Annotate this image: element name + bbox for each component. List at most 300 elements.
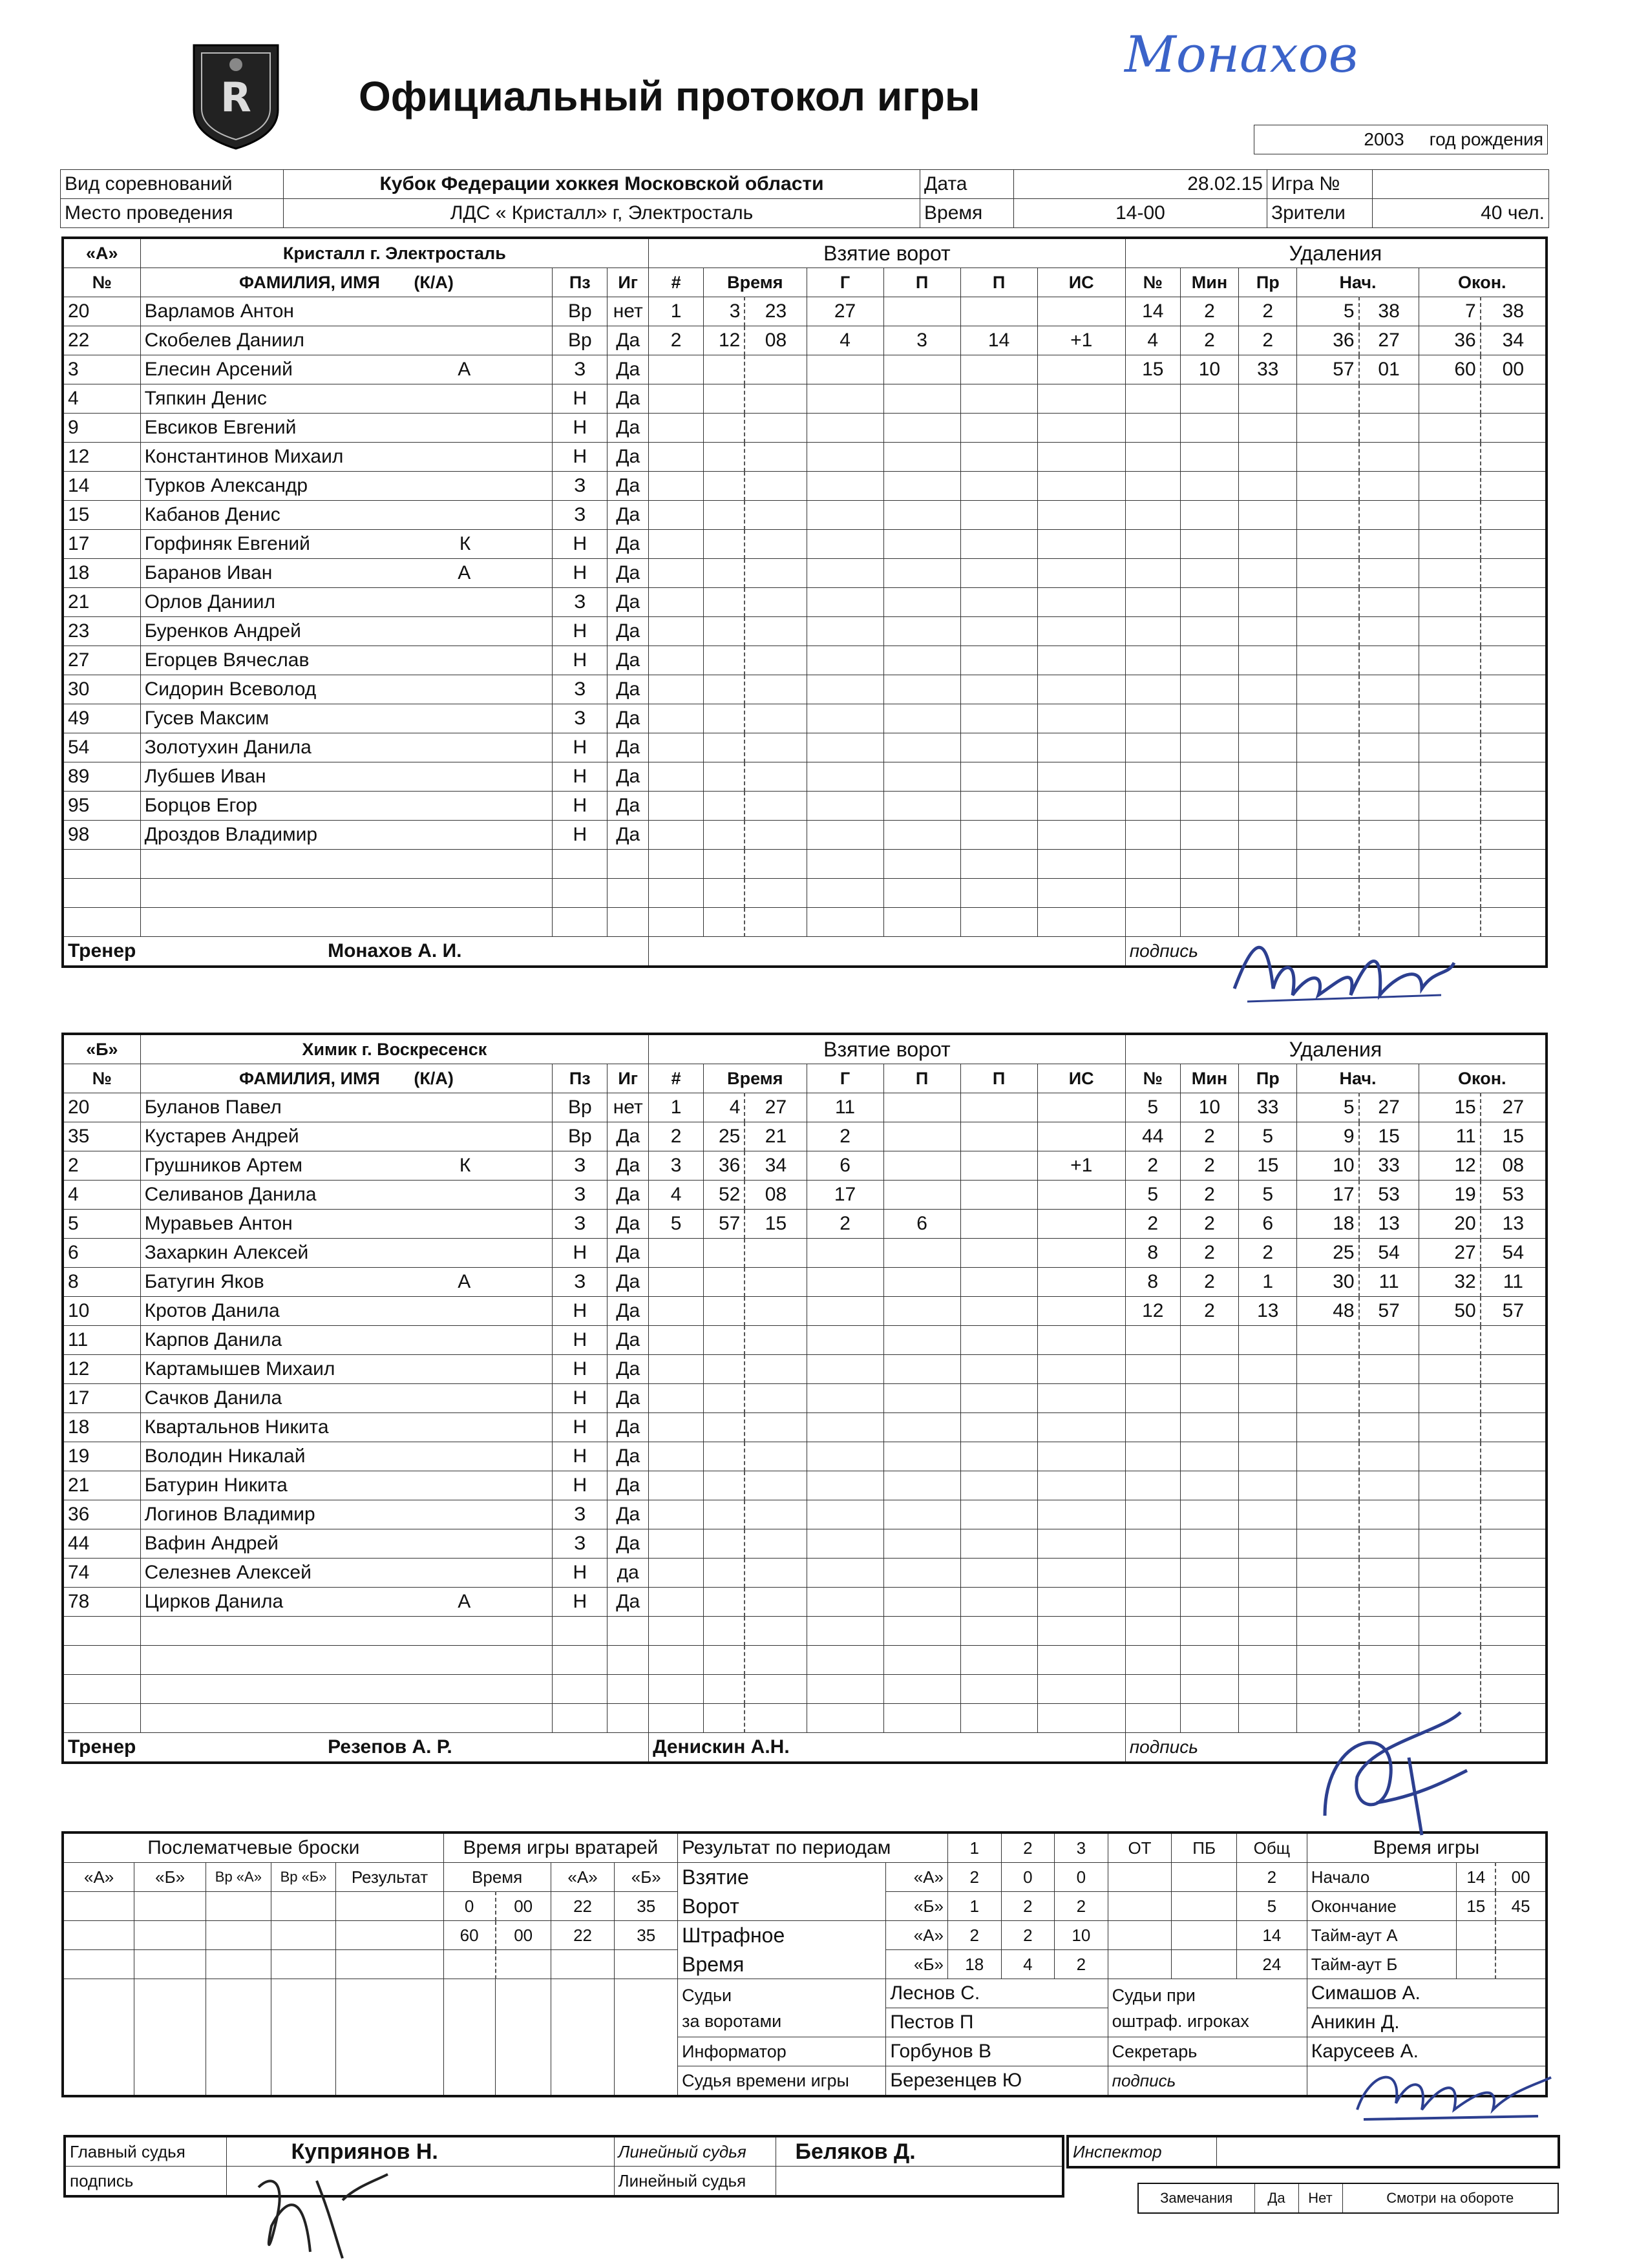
goal-scorer <box>807 559 883 588</box>
player-name-text: Квартальнов Никита <box>144 1416 329 1438</box>
penalty-start-min: 48 <box>1297 1297 1359 1326</box>
penalty-minutes <box>1180 1500 1238 1529</box>
penalty-player <box>1125 1704 1180 1733</box>
player-plays: да <box>607 1559 649 1588</box>
goal-assist-1 <box>883 1268 960 1297</box>
penalty-player <box>1125 704 1180 733</box>
penalty-start-sec <box>1359 1442 1419 1471</box>
penalty-minutes: 10 <box>1180 1093 1238 1122</box>
goal-situation <box>1037 1617 1125 1646</box>
player-row <box>63 530 1547 559</box>
goal-scorer <box>807 792 883 821</box>
goal-assist-2 <box>960 1093 1037 1122</box>
team-a-coach: Монахов А. И. <box>140 937 649 967</box>
player-name-text: Логинов Владимир <box>144 1504 315 1525</box>
goal-scorer <box>807 1355 883 1384</box>
gk-col-time: Время <box>443 1863 551 1892</box>
penalty-player: 15 <box>1125 355 1180 384</box>
player-row <box>63 704 1547 733</box>
goal-second <box>745 472 807 501</box>
goal-second: 15 <box>745 1210 807 1239</box>
team-b-coach: Резепов А. Р. <box>140 1733 649 1763</box>
player-name-text: Горфиняк Евгений <box>144 533 310 554</box>
player-name-text: Буланов Павел <box>144 1097 282 1118</box>
penalty-minutes <box>1180 675 1238 704</box>
player-position: Н <box>553 1471 607 1500</box>
goal-minute <box>704 1268 745 1297</box>
goal-assist-1 <box>883 821 960 850</box>
penalty-player <box>1125 414 1180 443</box>
gk-row2-a: 22 <box>551 1921 615 1950</box>
goal-minute <box>704 879 745 908</box>
goal-number <box>649 733 704 762</box>
penalty-end-sec <box>1481 1646 1547 1675</box>
penalty-start-sec <box>1359 1384 1419 1413</box>
pim-b-1: 18 <box>947 1950 1001 1979</box>
goal-minute <box>704 821 745 850</box>
player-name-text: Захаркин Алексей <box>144 1242 309 1263</box>
goal-second <box>745 530 807 559</box>
pim-a-1: 2 <box>947 1921 1001 1950</box>
player-row <box>63 1355 1547 1384</box>
penalty-start-sec <box>1359 617 1419 646</box>
penalty-minutes <box>1180 821 1238 850</box>
goal-assist-2 <box>960 1500 1037 1529</box>
goal-minute <box>704 617 745 646</box>
player-role: К <box>459 1155 471 1176</box>
goal-scorer <box>807 675 883 704</box>
player-position: З <box>553 588 607 617</box>
goal-number: 1 <box>649 297 704 326</box>
penalty-end-min <box>1419 588 1481 617</box>
penalty-start-min: 10 <box>1297 1151 1359 1181</box>
goal-assist-1 <box>883 792 960 821</box>
goals-title: Взятие ворот <box>649 1034 1126 1064</box>
penalty-end-min: 20 <box>1419 1210 1481 1239</box>
penalty-player <box>1125 1326 1180 1355</box>
goal-second <box>745 443 807 472</box>
goal-situation <box>1037 704 1125 733</box>
goals-a-3: 0 <box>1055 1863 1108 1892</box>
player-row <box>63 297 1547 326</box>
penalty-player: 14 <box>1125 297 1180 326</box>
gk-time-title: Время игры вратарей <box>443 1832 678 1863</box>
player-number: 78 <box>63 1588 140 1617</box>
penalty-player <box>1125 443 1180 472</box>
penalty-reason: 2 <box>1239 1239 1297 1268</box>
period-3: 3 <box>1055 1832 1108 1863</box>
goal-assist-1 <box>883 675 960 704</box>
player-name <box>140 1122 553 1151</box>
goal-situation <box>1037 646 1125 675</box>
goal-situation <box>1037 1210 1125 1239</box>
player-number: 20 <box>63 1093 140 1122</box>
penalty-minutes <box>1180 1413 1238 1442</box>
goal-assist-2 <box>960 384 1037 414</box>
player-row <box>63 1617 1547 1646</box>
penalty-end-sec <box>1481 762 1547 792</box>
player-name <box>140 1646 553 1675</box>
penalty-minutes: 2 <box>1180 1122 1238 1151</box>
penalty-start-min <box>1297 588 1359 617</box>
penalty-reason: 13 <box>1239 1297 1297 1326</box>
goal-minute <box>704 1442 745 1471</box>
goals-b-so <box>1172 1892 1237 1921</box>
goal-assist-1 <box>883 1559 960 1588</box>
player-plays: Да <box>607 1268 649 1297</box>
goal-number <box>649 821 704 850</box>
player-plays: Да <box>607 1413 649 1442</box>
col-pen-reason: Пр <box>1239 1064 1297 1093</box>
pim-a-ot <box>1108 1921 1172 1950</box>
col-goal-assist1: П <box>883 268 960 297</box>
goal-number <box>649 588 704 617</box>
penalty-start-sec <box>1359 443 1419 472</box>
player-name <box>140 704 553 733</box>
pim-label-1: Штрафное <box>678 1921 886 1950</box>
player-row <box>63 1675 1547 1704</box>
player-plays: Да <box>607 792 649 821</box>
player-row <box>63 1384 1547 1413</box>
penalty-start-sec: 27 <box>1359 1093 1419 1122</box>
player-position: З <box>553 1210 607 1239</box>
goal-second <box>745 675 807 704</box>
penalty-end-sec <box>1481 588 1547 617</box>
col-goal-assist2: П <box>960 1064 1037 1093</box>
player-name <box>140 1297 553 1326</box>
penalty-start-sec: 57 <box>1359 1297 1419 1326</box>
goal-second <box>745 821 807 850</box>
penalty-end-sec <box>1481 733 1547 762</box>
goal-minute <box>704 1355 745 1384</box>
goal-scorer <box>807 1268 883 1297</box>
player-plays: Да <box>607 1181 649 1210</box>
penalty-reason: 2 <box>1239 326 1297 355</box>
player-position: Вр <box>553 297 607 326</box>
goal-assist-1 <box>883 646 960 675</box>
penalty-minutes <box>1180 501 1238 530</box>
player-position <box>553 1675 607 1704</box>
player-row <box>63 1413 1547 1442</box>
penalty-end-sec <box>1481 1384 1547 1413</box>
penalty-end-sec <box>1481 1471 1547 1500</box>
penalty-minutes <box>1180 1588 1238 1617</box>
shootout-col-a: «А» <box>63 1863 134 1892</box>
player-plays: Да <box>607 675 649 704</box>
goal-minute <box>704 733 745 762</box>
penalty-minutes <box>1180 1559 1238 1588</box>
penalty-player <box>1125 1559 1180 1588</box>
penalty-start-sec <box>1359 414 1419 443</box>
penalty-reason: 33 <box>1239 1093 1297 1122</box>
pim-b-so <box>1172 1950 1237 1979</box>
goal-situation <box>1037 414 1125 443</box>
penalty-player <box>1125 733 1180 762</box>
penalty-player <box>1125 792 1180 821</box>
penalty-reason <box>1239 1355 1297 1384</box>
player-name-text: Кротов Данила <box>144 1300 280 1321</box>
secretary-label: Секретарь <box>1108 2037 1307 2066</box>
goal-number <box>649 1559 704 1588</box>
player-row <box>63 443 1547 472</box>
player-position: З <box>553 1268 607 1297</box>
penalty-start-min <box>1297 1617 1359 1646</box>
team-a-coach-signature <box>1228 924 1461 1021</box>
penalty-reason <box>1239 1471 1297 1500</box>
player-row <box>63 675 1547 704</box>
player-number: 8 <box>63 1268 140 1297</box>
goal-scorer <box>807 1297 883 1326</box>
player-number: 4 <box>63 1181 140 1210</box>
player-position: Н <box>553 1559 607 1588</box>
goal-scorer: 11 <box>807 1093 883 1122</box>
penalty-minutes <box>1180 850 1238 879</box>
inspector-value <box>1216 2136 1559 2167</box>
penalty-end-sec: 15 <box>1481 1122 1547 1151</box>
remarks-yes[interactable]: Да <box>1254 2183 1298 2213</box>
player-position: З <box>553 501 607 530</box>
player-name <box>140 1093 553 1122</box>
penalty-player: 2 <box>1125 1210 1180 1239</box>
player-name <box>140 733 553 762</box>
player-row <box>63 1646 1547 1675</box>
player-number: 74 <box>63 1559 140 1588</box>
goal-number <box>649 1617 704 1646</box>
player-position: З <box>553 704 607 733</box>
period-1: 1 <box>947 1832 1001 1863</box>
pim-b-total: 24 <box>1237 1950 1307 1979</box>
penalty-minutes <box>1180 1442 1238 1471</box>
penalty-start-sec <box>1359 1646 1419 1675</box>
penalty-player: 5 <box>1125 1181 1180 1210</box>
player-name-text: Лубшев Иван <box>144 766 266 787</box>
penalty-start-min <box>1297 850 1359 879</box>
penalty-end-min: 7 <box>1419 297 1481 326</box>
penalty-reason <box>1239 733 1297 762</box>
penalty-minutes <box>1180 733 1238 762</box>
penalty-judge-2: Аникин Д. <box>1307 2008 1547 2037</box>
penalty-reason <box>1239 850 1297 879</box>
penalty-start-min <box>1297 1326 1359 1355</box>
goal-assist-2 <box>960 414 1037 443</box>
goal-minute <box>704 792 745 821</box>
goal-number <box>649 443 704 472</box>
penalty-minutes <box>1180 1704 1238 1733</box>
goal-minute <box>704 1529 745 1559</box>
penalty-end-min <box>1419 1413 1481 1442</box>
player-name <box>140 762 553 792</box>
player-name <box>140 1471 553 1500</box>
secretary-value: Карусеев А. <box>1307 2037 1547 2066</box>
goal-minute <box>704 530 745 559</box>
end-hour: 15 <box>1457 1892 1495 1921</box>
player-position <box>553 1646 607 1675</box>
goal-scorer <box>807 762 883 792</box>
goal-second <box>745 879 807 908</box>
goal-assist-2 <box>960 879 1037 908</box>
goal-situation <box>1037 675 1125 704</box>
goal-situation <box>1037 1442 1125 1471</box>
penalty-end-min <box>1419 1384 1481 1413</box>
player-plays: нет <box>607 297 649 326</box>
goal-scorer: 4 <box>807 326 883 355</box>
player-row <box>63 501 1547 530</box>
goal-assist-1 <box>883 384 960 414</box>
goal-second: 23 <box>745 297 807 326</box>
penalty-end-min <box>1419 1675 1481 1704</box>
penalty-end-sec: 13 <box>1481 1210 1547 1239</box>
penalty-minutes <box>1180 384 1238 414</box>
goal-assist-1 <box>883 1122 960 1151</box>
player-row <box>63 1500 1547 1529</box>
penalty-start-sec <box>1359 559 1419 588</box>
penalty-player <box>1125 762 1180 792</box>
penalty-end-min <box>1419 384 1481 414</box>
penalty-minutes <box>1180 879 1238 908</box>
penalty-start-sec <box>1359 1588 1419 1617</box>
see-back: Смотри на обороте <box>1342 2183 1558 2213</box>
penalty-player <box>1125 384 1180 414</box>
goal-second <box>745 792 807 821</box>
goal-number <box>649 792 704 821</box>
penalty-start-min: 5 <box>1297 297 1359 326</box>
penalty-start-sec: 38 <box>1359 297 1419 326</box>
penalty-minutes <box>1180 617 1238 646</box>
goal-assist-2 <box>960 908 1037 937</box>
gk-col-a: «А» <box>551 1863 615 1892</box>
penalty-player: 12 <box>1125 1297 1180 1326</box>
penalty-start-min <box>1297 1559 1359 1588</box>
remarks-no[interactable]: Нет <box>1298 2183 1342 2213</box>
goal-situation <box>1037 733 1125 762</box>
goal-scorer <box>807 646 883 675</box>
team-a-coach-label: Тренер <box>63 937 140 967</box>
player-number: 14 <box>63 472 140 501</box>
player-name-text: Гусев Максим <box>144 708 269 729</box>
shootout-title: Послематчевые броски <box>63 1832 443 1863</box>
goal-judge-2: Пестов П <box>886 2008 1108 2037</box>
player-plays: нет <box>607 1093 649 1122</box>
penalty-start-min: 25 <box>1297 1239 1359 1268</box>
penalty-end-sec <box>1481 1413 1547 1442</box>
penalties-title: Удаления <box>1125 238 1547 268</box>
goal-situation <box>1037 1675 1125 1704</box>
player-name <box>140 675 553 704</box>
goal-number <box>649 1471 704 1500</box>
player-row <box>63 1093 1547 1122</box>
goal-assist-2 <box>960 1181 1037 1210</box>
gk-row1-b: 35 <box>615 1892 678 1921</box>
goal-judge-1: Леснов С. <box>886 1979 1108 2008</box>
penalty-start-sec: 01 <box>1359 355 1419 384</box>
player-name <box>140 1675 553 1704</box>
penalty-start-min <box>1297 879 1359 908</box>
penalty-end-sec <box>1481 530 1547 559</box>
penalty-end-sec: 08 <box>1481 1151 1547 1181</box>
informer-label: Информатор <box>678 2037 886 2066</box>
player-number: 30 <box>63 675 140 704</box>
player-position: З <box>553 355 607 384</box>
player-row <box>63 617 1547 646</box>
penalty-end-sec: 34 <box>1481 326 1547 355</box>
goal-situation <box>1037 1122 1125 1151</box>
goal-assist-1 <box>883 850 960 879</box>
player-number: 17 <box>63 530 140 559</box>
penalty-minutes <box>1180 1471 1238 1500</box>
goal-assist-1 <box>883 355 960 384</box>
penalty-reason <box>1239 443 1297 472</box>
player-plays: Да <box>607 1442 649 1471</box>
goal-number <box>649 1268 704 1297</box>
penalty-end-min: 15 <box>1419 1093 1481 1122</box>
goal-situation <box>1037 792 1125 821</box>
goal-minute <box>704 1384 745 1413</box>
penalty-start-min <box>1297 733 1359 762</box>
goal-assist-1 <box>883 1617 960 1646</box>
col-goal-situation: ИС <box>1037 1064 1125 1093</box>
penalty-start-min <box>1297 1355 1359 1384</box>
player-plays: Да <box>607 646 649 675</box>
penalty-start-sec <box>1359 1355 1419 1384</box>
goal-assist-2 <box>960 1559 1037 1588</box>
penalty-end-min <box>1419 792 1481 821</box>
goal-assist-1 <box>883 1442 960 1471</box>
pim-b-3: 2 <box>1055 1950 1108 1979</box>
penalty-player: 2 <box>1125 1151 1180 1181</box>
penalty-reason <box>1239 617 1297 646</box>
goal-minute <box>704 443 745 472</box>
penalty-end-sec <box>1481 1588 1547 1617</box>
penalty-end-min: 19 <box>1419 1181 1481 1210</box>
player-position <box>553 1617 607 1646</box>
penalty-end-sec: 11 <box>1481 1268 1547 1297</box>
period-total: Общ <box>1237 1832 1307 1863</box>
player-number: 15 <box>63 501 140 530</box>
goal-number: 3 <box>649 1151 704 1181</box>
goal-second <box>745 704 807 733</box>
player-name <box>140 297 553 326</box>
player-row <box>63 355 1547 384</box>
penalty-start-sec <box>1359 1413 1419 1442</box>
col-pos: Пз <box>553 1064 607 1093</box>
penalty-minutes: 2 <box>1180 1151 1238 1181</box>
player-name-text: Сидорин Всеволод <box>144 678 317 700</box>
player-row <box>63 1442 1547 1471</box>
goal-number: 1 <box>649 1093 704 1122</box>
penalty-start-min: 36 <box>1297 326 1359 355</box>
goal-scorer <box>807 1500 883 1529</box>
penalty-start-min <box>1297 530 1359 559</box>
shootout-col-gk-a: Вр «А» <box>206 1863 271 1892</box>
goal-assist-1 <box>883 1704 960 1733</box>
player-number: 11 <box>63 1326 140 1355</box>
goal-scorer <box>807 443 883 472</box>
penalty-end-min: 11 <box>1419 1122 1481 1151</box>
player-row <box>63 1559 1547 1588</box>
penalty-start-sec <box>1359 879 1419 908</box>
goals-a-1: 2 <box>947 1863 1001 1892</box>
player-plays: Да <box>607 501 649 530</box>
penalty-end-min <box>1419 762 1481 792</box>
penalty-reason <box>1239 588 1297 617</box>
player-plays: Да <box>607 472 649 501</box>
penalty-end-sec <box>1481 1326 1547 1355</box>
goal-scorer <box>807 1471 883 1500</box>
goal-scorer: 17 <box>807 1181 883 1210</box>
goal-number <box>649 1529 704 1559</box>
goal-second <box>745 1559 807 1588</box>
goal-scorer <box>807 617 883 646</box>
